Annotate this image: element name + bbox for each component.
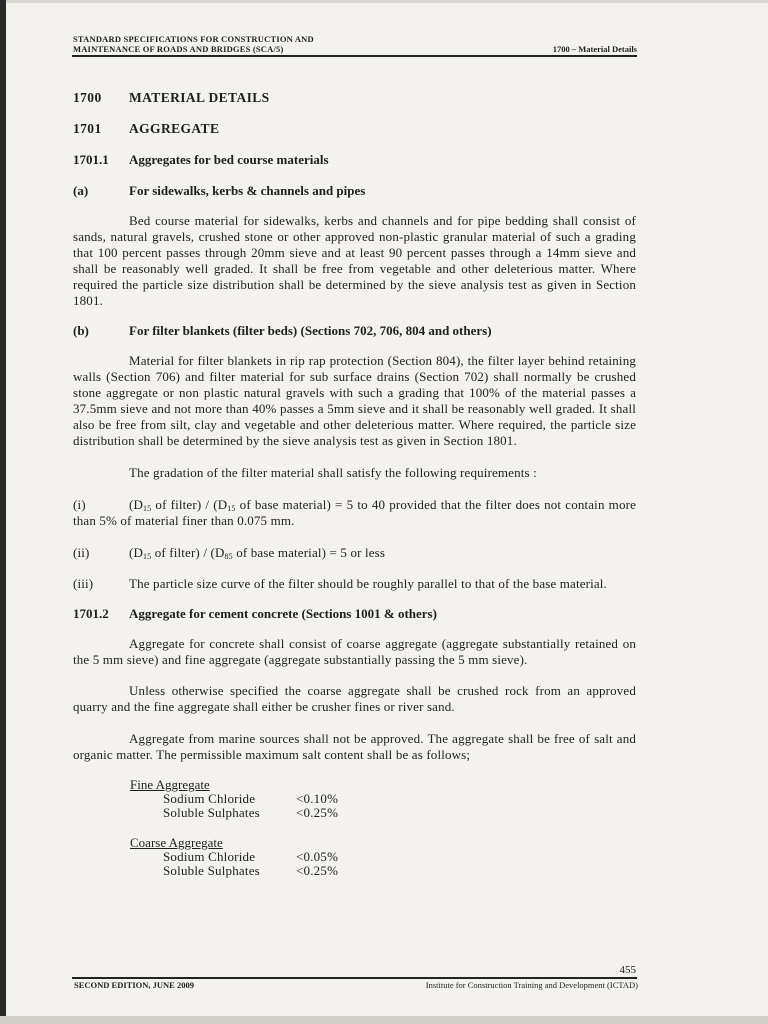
item-label: (b) (73, 323, 89, 338)
salt-name: Sodium Chloride (163, 791, 256, 806)
item-title: For sidewalks, kerbs & channels and pipes (129, 183, 366, 198)
heading-1700 (73, 90, 636, 106)
section-title: Aggregates for bed course materials (129, 152, 329, 167)
list-item (163, 850, 636, 864)
paragraph-bed-course: Bed course material for sidewalks, kerbs and channels and for pipe bedding shall consist of sands, natural gravels, crushed stone or other approved non-plastic granular material of such a grading that 100 percent passes through 20mm sieve and at least 90 percent passes through a 14mm sieve and shall be reasonably well graded. It shall be free from vegetable and other deleterious matter. Where required the particle size distribution shall be determined by the sieve analysis test as given in Section 1801. (73, 213, 636, 308)
requirement-label: (i) (73, 497, 86, 512)
paragraph-filter-blankets: Material for filter blankets in rip rap protection (Section 804), the filter layer behind retaining walls (Section 706) and filter material for sub surface drains (Section 702) shall normally be crushed stone aggregate or non plastic natural gravels with such a grading that 100% of the material passes a 37.5mm sieve and not more than 40% passes a 5mm sieve and it shall be reasonably well graded. It shall also be free from silt, clay and vegetable and other deleterious matter. Where required, the particle size distribution shall be determined by the sieve analysis test as given in Section 1801. (73, 353, 636, 448)
header-line-2: MAINTENANCE OF ROADS AND BRIDGES (SCA/5) (73, 44, 284, 54)
running-header-section: 1700 – Material Details (552, 44, 637, 54)
paragraph-coarse-fine-source: Unless otherwise specified the coarse aggregate shall be crushed rock from an approved quarry and the fine aggregate shall either be crusher fines or river sand. (73, 683, 636, 714)
section-title: MATERIAL DETAILS (129, 90, 270, 105)
heading-1701-1 (73, 152, 636, 168)
subheading-b (73, 323, 636, 339)
salt-name: Soluble Sulphates (163, 863, 260, 878)
salt-name: Soluble Sulphates (163, 805, 260, 820)
requirement-iii (73, 576, 636, 592)
footer-rule (72, 977, 637, 979)
list-item (163, 792, 636, 806)
subheading-a (73, 183, 636, 199)
footer-edition: SECOND EDITION, JUNE 2009 (74, 980, 194, 990)
section-number: 1701 (73, 121, 102, 136)
requirement-i: (i) ($D_{15}$ of filter) / ($D_{15}$ of base material) = 5 to 40 provided that the filter does not contain more than 5% of material finer than 0.075 mm. (73, 497, 636, 528)
section-number: 1701.2 (73, 606, 109, 621)
page-content (73, 90, 636, 878)
paragraph-concrete-aggregate: Aggregate for concrete shall consist of coarse aggregate (aggregate substantially retained on the 5 mm sieve) and fine aggregate (aggregate substantially passing the 5 mm sieve). (73, 636, 636, 667)
salt-limit: <0.25% (296, 863, 339, 878)
requirement-ii: (ii) ($D_{15}$ of filter) / ($D_{85}$ of base material) = 5 or less (73, 545, 386, 561)
heading-1701 (73, 121, 636, 137)
salt-name: Sodium Chloride (163, 849, 256, 864)
paragraph-gradation: The gradation of the filter material shall satisfy the following requirements : (129, 465, 537, 480)
item-title: For filter blankets (filter beds) (Sections 702, 706, 804 and others) (129, 323, 492, 338)
section-number: 1700 (73, 90, 102, 105)
requirement-label: (iii) (73, 576, 94, 591)
fine-aggregate-block (73, 777, 636, 820)
paragraph-salt-content: Aggregate from marine sources shall not be approved. The aggregate shall be free of salt and organic matter. The permissible maximum salt content shall be as follows; (73, 731, 636, 762)
fine-aggregate-heading: Fine Aggregate (130, 777, 210, 792)
scan-edge-left (0, 0, 6, 1024)
running-header-title (73, 34, 314, 54)
section-title: AGGREGATE (129, 121, 220, 136)
coarse-aggregate-heading: Coarse Aggregate (130, 835, 223, 850)
list-item (163, 806, 636, 820)
item-label: (a) (73, 183, 89, 198)
list-item (163, 864, 636, 878)
salt-limit: <0.10% (296, 791, 339, 806)
coarse-aggregate-block (73, 835, 636, 878)
requirement-text: The particle size curve of the filter should be roughly parallel to that of the base material. (129, 576, 607, 591)
heading-1701-2 (73, 606, 636, 622)
page-number: 455 (619, 964, 636, 976)
header-line-1: STANDARD SPECIFICATIONS FOR CONSTRUCTION AND (73, 34, 314, 44)
header-rule (72, 55, 637, 57)
salt-limit: <0.05% (296, 849, 339, 864)
scan-edge-bottom (0, 1016, 768, 1024)
salt-limit: <0.25% (296, 805, 339, 820)
section-title: Aggregate for cement concrete (Sections 1001 & others) (129, 606, 437, 621)
requirement-label: (ii) (73, 545, 90, 560)
footer-publisher: Institute for Construction Training and Development (ICTAD) (425, 980, 638, 990)
scan-edge-top (0, 0, 768, 3)
section-number: 1701.1 (73, 152, 109, 167)
